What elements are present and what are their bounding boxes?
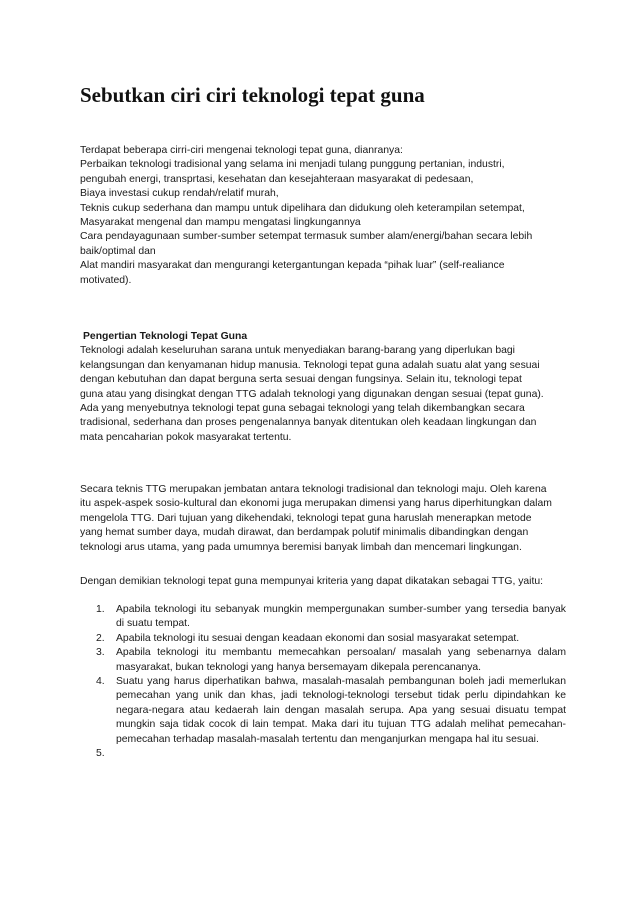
technical-line: itu aspek-aspek sosio-kultural dan ekonomi juga merupakan dimensi yang harus diperhitungkan dalam	[80, 498, 552, 510]
definition-section	[80, 330, 566, 445]
definition-line: Ada yang menyebutnya teknologi tepat guna sebagai teknologi yang telah dikembangkan secara	[80, 402, 525, 414]
criteria-intro	[80, 575, 566, 589]
list-item	[96, 632, 566, 646]
definition-line: Teknologi adalah keseluruhan sarana untuk menyediakan barang-barang yang diperlukan bagi	[80, 345, 515, 357]
definition-line: mata pencaharian pokok masyarakat tertentu.	[80, 431, 292, 443]
technical-line: Secara teknis TTG merupakan jembatan antara teknologi tradisional dan teknologi maju. Oleh karena	[80, 484, 547, 495]
section-heading: Pengertian Teknologi Tepat Guna	[83, 331, 248, 342]
list-item-text: Apabila teknologi itu sebanyak mungkin mempergunakan sumber-sumber yang tersedia banyak di suatu tempat.	[116, 604, 566, 630]
technical-line: mengelola TTG. Dari tujuan yang dikehendaki, teknologi tepat guna haruslah menerapkan metode	[80, 512, 532, 524]
definition-line: guna atau yang disingkat dengan TTG adalah teknologi yang digunakan dengan sesuai (tepat guna).	[80, 388, 544, 400]
intro-line: Perbaikan teknologi tradisional yang selama ini menjadi tulang punggung pertanian, industri,	[80, 159, 505, 171]
intro-line: motivated).	[80, 274, 132, 286]
intro-line: Masyarakat mengenal dan mampu mengatasi lingkungannya	[80, 216, 361, 228]
intro-section	[80, 144, 566, 288]
technical-line: yang hemat sumber daya, mudah dirawat, dan berdampak polutif minimalis dibandingkan dengan	[80, 527, 529, 539]
intro-line: Terdapat beberapa cirri-ciri mengenai teknologi tepat guna, dianranya:	[80, 145, 403, 156]
intro-line: Alat mandiri masyarakat dan mengurangi ketergantungan kepada “pihak luar” (self-realiance	[80, 260, 505, 272]
intro-line: pengubah energi, transprtasi, kesehatan dan kesejahteraan masyarakat di pedesaan,	[80, 173, 474, 185]
list-item-text: Suatu yang harus diperhatikan bahwa, masalah-masalah pembangunan boleh jadi memerlukan pemecahan yang unik dan khas, jadi teknologi-teknologi tersebut tidak perlu dipindahkan ke negara-negara atau kedaerah lain dengan masalah serupa. Apa yang sesuai disuatu tempat mungkin saja tidak cocok di lain tempat. Maka dari itu tujuan TTG adalah melihat pemecahan-pemecahan terhadap masalah-masalah tertentu dan menganjurkan mengapa hal itu sesuai.	[116, 676, 566, 745]
list-item-number: 3.	[96, 647, 105, 659]
definition-line: tradisional, sederhana dan proses pengenalannya banyak ditentukan oleh keadaan lingkungan dan	[80, 417, 537, 429]
document-title: Sebutkan ciri ciri teknologi tepat guna	[80, 83, 425, 107]
list-item-text: Apabila teknologi itu sesuai dengan keadaan ekonomi dan sosial masyarakat setempat.	[116, 632, 520, 644]
definition-line: dengan kebutuhan dan dapat berguna serta sesuai dengan fungsinya. Selain itu, teknologi tepat	[80, 374, 522, 386]
technical-line: teknologi arus utama, yang pada umumnya beremisi banyak limbah dan mencemari lingkungan.	[80, 541, 522, 553]
list-item-text: Apabila teknologi itu membantu memecahkan persoalan/ masalah yang sebenarnya dalam masyarakat, bukan teknologi yang hanya bersemayam dikepala perencananya.	[116, 647, 566, 673]
list-item	[96, 747, 566, 761]
list-item	[96, 603, 566, 632]
definition-line: kelangsungan dan kenyamanan hidup manusia. Teknologi tepat guna adalah suatu alat yang sesuai	[80, 359, 540, 371]
criteria-list	[96, 603, 566, 761]
intro-line: Teknis cukup sederhana dan mampu untuk dipelihara dan didukung oleh keterampilan setempat,	[80, 202, 525, 214]
list-item-number: 2.	[96, 632, 105, 644]
list-item-number: 5.	[96, 748, 105, 760]
criteria-intro-line: Dengan demikian teknologi tepat guna mempunyai kriteria yang dapat dikatakan sebagai TTG, yaitu:	[80, 576, 544, 587]
list-item	[96, 646, 566, 675]
intro-line: Biaya investasi cukup rendah/relatif murah,	[80, 188, 279, 200]
list-item-number: 4.	[96, 676, 105, 688]
technical-section	[80, 483, 566, 555]
list-item-number: 1.	[96, 604, 105, 615]
list-item	[96, 675, 566, 747]
intro-line: Cara pendayagunaan sumber-sumber setempat termasuk sumber alam/energi/bahan secara lebih	[80, 231, 533, 243]
intro-line: baik/optimal dan	[80, 245, 156, 257]
